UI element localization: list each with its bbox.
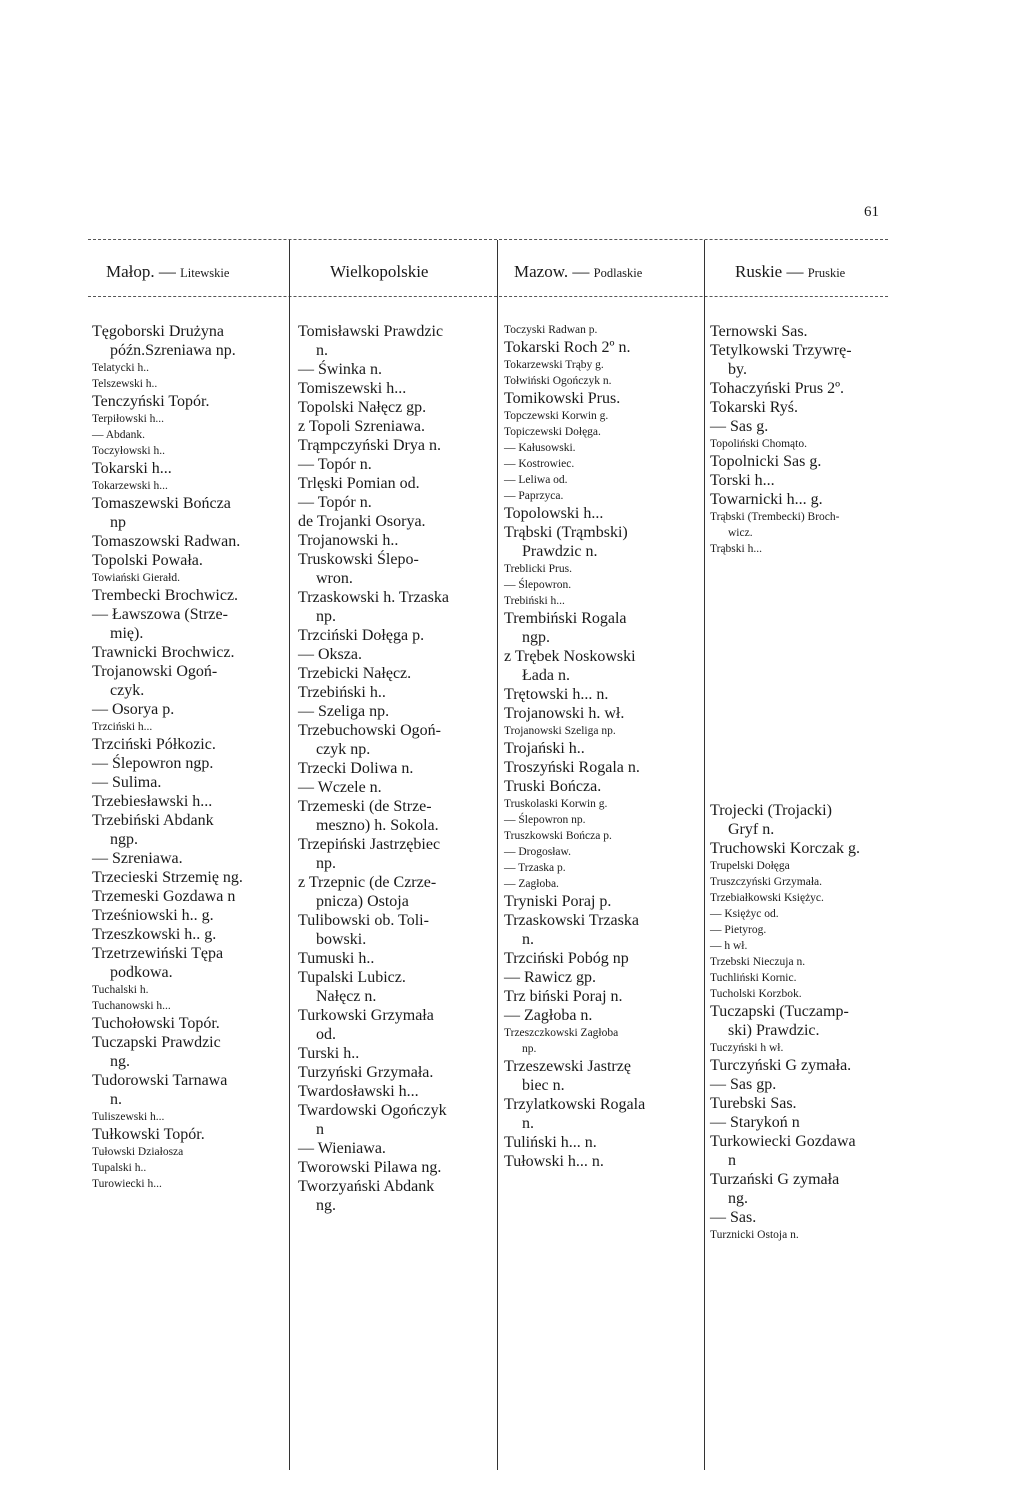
surname-entry: Twardowski Ogończyk — [298, 1102, 447, 1119]
surname-entry: — Ślepowron. — [504, 579, 572, 591]
surname-entry: Tomiszewski h... — [298, 380, 407, 397]
surname-entry: Tołwiński Ogończyk n. — [504, 375, 612, 387]
surname-entry: Toczyłowski h.. — [92, 445, 165, 457]
header-bottom-rule — [88, 296, 888, 297]
surname-entry: Trąbski (Trembecki) Broch- — [710, 511, 840, 523]
surname-entry: Trawnicki Brochwicz. — [92, 644, 235, 661]
entry-continuation: wron. — [316, 570, 353, 587]
surname-entry: Tworowski Pilawa ng. — [298, 1159, 442, 1176]
surname-entry: — Zagłoba n. — [504, 1007, 593, 1024]
entry-continuation: ski) Prawdzic. — [728, 1022, 820, 1039]
surname-entry: Trojański h.. — [504, 740, 585, 757]
surname-entry: de Trojanki Osorya. — [298, 513, 426, 530]
header-col2-main: Wielkopolskie — [330, 262, 429, 281]
surname-entry: Trzebski Nieczuja n. — [710, 956, 806, 968]
surname-entry: Trzebiński Abdank — [92, 812, 214, 829]
surname-entry: Trzemeski Gozdawa n — [92, 888, 236, 905]
surname-entry: Trzebiałkowski Księżyc. — [710, 892, 824, 904]
surname-entry: Tuchanowski h... — [92, 1000, 171, 1012]
surname-entry: Trzetrzewiński Tępa — [92, 945, 224, 962]
surname-entry: — Drogosław. — [504, 846, 571, 858]
entry-continuation: n. — [522, 931, 534, 948]
surname-entry: — Abdank. — [92, 429, 146, 441]
entry-continuation: ng. — [110, 1053, 130, 1070]
surname-entry: Truski Bończa. — [504, 778, 602, 795]
surname-entry: Trojanowski h. wł. — [504, 705, 625, 722]
surname-entry: — Osorya p. — [92, 701, 175, 718]
header-top-rule — [88, 239, 888, 240]
entry-continuation: czyk. — [110, 682, 145, 699]
surname-entry: Turkowiecki Gozdawa — [710, 1133, 856, 1150]
surname-entry: Turczyński G zymała. — [710, 1057, 852, 1074]
surname-entry: Tupalski Lubicz. — [298, 969, 406, 986]
entry-continuation: bowski. — [316, 931, 367, 948]
surname-entry: Tokarski Roch 2º n. — [504, 339, 631, 356]
surname-entry: Truszkowski Bończa p. — [504, 830, 612, 842]
surname-entry: Trojanowski h.. — [298, 532, 399, 549]
header-col3-sep: — — [568, 262, 594, 281]
surname-entry: Trześniowski h.. g. — [92, 907, 214, 924]
surname-entry: Trzepiński Jastrzębiec — [298, 836, 441, 853]
surname-entry: Tumuski h.. — [298, 950, 375, 967]
surname-entry: Turkowski Grzymała — [298, 1007, 434, 1024]
surname-entry: Trz biński Poraj n. — [504, 988, 623, 1005]
entry-continuation: np. — [316, 608, 336, 625]
entry-continuation: np. — [316, 855, 336, 872]
surname-entry: Tułkowski Topór. — [92, 1126, 205, 1143]
surname-entry: Topolowski h... — [504, 505, 604, 522]
surname-entry: — Zagłoba. — [504, 878, 559, 890]
surname-entry: Trlęski Pomian od. — [298, 475, 420, 492]
surname-entry: Truskolaski Korwin g. — [504, 798, 608, 810]
surname-entry: Tomisławski Prawdzic — [298, 323, 444, 340]
surname-entry: — Topór n. — [298, 456, 372, 473]
surname-entry: Tohaczyński Prus 2º. — [710, 380, 845, 397]
surname-entry: Trzecieski Strzemię ng. — [92, 869, 243, 886]
entry-continuation: ngp. — [110, 831, 138, 848]
surname-entry: Trzeszewski Jastrzę — [504, 1058, 631, 1075]
surname-entry: z Topoli Szreniawa. — [298, 418, 425, 435]
entry-continuation: np. — [522, 1043, 537, 1055]
surname-entry: Trojanowski Ogoń- — [92, 663, 218, 680]
surname-entry: Topoliński Chomąto. — [710, 438, 807, 450]
surname-entry: — Sas. — [710, 1209, 757, 1226]
surname-entry: Turzański G zymała — [710, 1171, 840, 1188]
surname-entry: Ternowski Sas. — [710, 323, 808, 340]
surname-entry: — Sas g. — [710, 418, 769, 435]
surname-entry: — Świnka n. — [298, 361, 382, 378]
header-col-mazow-podlaskie — [514, 262, 642, 282]
header-col-malop-litewskie — [106, 262, 229, 282]
surname-entry: Tułowski h... n. — [504, 1153, 604, 1170]
surname-entry: Tupalski h.. — [92, 1162, 147, 1174]
header-col4-sep: — — [782, 262, 808, 281]
column-malop-litewskie — [92, 322, 288, 1192]
surname-entry: Trąmpczyński Drya n. — [298, 437, 441, 454]
column-gap — [710, 557, 890, 801]
surname-entry: Topiczewski Dołęga. — [504, 426, 601, 438]
entry-continuation: np — [110, 514, 126, 531]
surname-entry: Troszyński Rogala n. — [504, 759, 640, 776]
entry-continuation: ng. — [728, 1190, 748, 1207]
surname-entry: — Oksza. — [298, 646, 362, 663]
entry-continuation: n. — [110, 1091, 122, 1108]
surname-entry: — Rawicz gp. — [504, 969, 596, 986]
surname-entry: Trzeszkowski h.. g. — [92, 926, 217, 943]
surname-entry: Tuczapski (Tuczamp- — [710, 1003, 849, 1020]
surname-entry: Tułowski Działosza — [92, 1146, 184, 1158]
surname-entry: — Starykoń n — [710, 1114, 800, 1131]
surname-entry: — Szreniawa. — [92, 850, 183, 867]
surname-entry: Trąbski h... — [710, 543, 762, 555]
surname-entry: Trętowski h... n. — [504, 686, 609, 703]
surname-entry: — Trzaska p. — [504, 862, 566, 874]
surname-entry: Turzyński Grzymała. — [298, 1064, 434, 1081]
surname-entry: Tucholski Korzbok. — [710, 988, 802, 1000]
surname-entry: Tuliszewski h... — [92, 1111, 165, 1123]
surname-entry: Trzciński Dołęga p. — [298, 627, 425, 644]
surname-entry: Truszczyński Grzymała. — [710, 876, 822, 888]
entry-continuation: biec n. — [522, 1077, 565, 1094]
surname-entry: Tokarzewski h... — [92, 480, 168, 492]
surname-entry: Trzciński Pobóg np — [504, 950, 629, 967]
header-col1-sub: Litewskie — [180, 266, 230, 280]
surname-entry: Tokarzewski Trąby g. — [504, 359, 604, 371]
entry-continuation: ngp. — [522, 629, 550, 646]
surname-entry: Towarnicki h... g. — [710, 491, 823, 508]
surname-entry: Trembecki Brochwicz. — [92, 587, 239, 604]
surname-entry: Trzeszczkowski Zagłoba — [504, 1027, 619, 1039]
column-ruskie-pruskie — [710, 322, 890, 1243]
surname-entry: Tomikowski Prus. — [504, 390, 621, 407]
entry-continuation: czyk np. — [316, 741, 371, 758]
surname-entry: Tuczyński h wł. — [710, 1042, 784, 1054]
surname-entry: Turowiecki h... — [92, 1178, 162, 1190]
column-divider — [497, 240, 498, 1470]
surname-entry: Tuliński h... n. — [504, 1134, 597, 1151]
entry-continuation: od. — [316, 1026, 336, 1043]
entry-continuation: by. — [728, 361, 747, 378]
entry-continuation: n — [728, 1152, 736, 1169]
entry-continuation: Gryf n. — [728, 821, 775, 838]
column-header-row — [88, 262, 888, 288]
surname-entry: — Sas gp. — [710, 1076, 777, 1093]
entry-continuation: Nałęcz n. — [316, 988, 377, 1005]
surname-entry: Twardosławski h... — [298, 1083, 419, 1100]
entry-continuation: ng. — [316, 1197, 336, 1214]
column-mazow-podlaskie — [504, 322, 702, 1171]
surname-entry: Truskowski Ślepo- — [298, 551, 419, 568]
surname-entry: — Topór n. — [298, 494, 372, 511]
surname-entry: Topolnicki Sas g. — [710, 453, 822, 470]
surname-entry: Tomaszowski Radwan. — [92, 533, 241, 550]
header-col-ruskie-pruskie — [735, 262, 845, 282]
header-col3-sub: Podlaskie — [593, 266, 643, 280]
surname-entry: Turebski Sas. — [710, 1095, 797, 1112]
surname-entry: Trebiński h... — [504, 595, 565, 607]
header-col1-sep: — — [154, 262, 181, 281]
surname-entry: Tuchołowski Topór. — [92, 1015, 220, 1032]
surname-entry: Topolski Nałęcz gp. — [298, 399, 427, 416]
surname-entry: — Wieniawa. — [298, 1140, 386, 1157]
entry-continuation: Łada n. — [522, 667, 570, 684]
surname-entry: Trzciński Półkozic. — [92, 736, 216, 753]
surname-entry: Trembiński Rogala — [504, 610, 627, 627]
column-divider — [289, 240, 290, 1470]
entry-continuation: wicz. — [728, 527, 753, 539]
surname-entry: Turski h.. — [298, 1045, 360, 1062]
surname-entry: Tęgoborski Drużyna — [92, 323, 224, 340]
page-number: 61 — [864, 204, 879, 220]
entry-continuation: meszno) h. Sokola. — [316, 817, 439, 834]
surname-entry: Torski h... — [710, 472, 775, 489]
surname-entry: — Wczele n. — [298, 779, 382, 796]
surname-entry: Towiański Gierałd. — [92, 572, 180, 584]
surname-entry: Trojanowski Szeliga np. — [504, 725, 616, 737]
entry-continuation: n. — [316, 342, 328, 359]
surname-entry: — Ławszowa (Strze- — [92, 606, 228, 623]
surname-entry: — Ślepowron np. — [504, 814, 586, 826]
surname-entry: — Ślepowron ngp. — [92, 755, 214, 772]
surname-entry: Treblicki Prus. — [504, 563, 572, 575]
surname-entry: Trojecki (Trojacki) — [710, 802, 832, 819]
surname-entry: Tuchalski h. — [92, 984, 149, 996]
surname-entry: z Trębek Noskowski — [504, 648, 636, 665]
entry-continuation: późn.Szreniawa np. — [110, 342, 236, 359]
header-col4-sub: Pruskie — [807, 266, 846, 280]
surname-entry: Tulibowski ob. Toli- — [298, 912, 429, 929]
surname-entry: — Pietyrog. — [710, 924, 767, 936]
surname-entry: — Sulima. — [92, 774, 162, 791]
surname-entry: Telatycki h.. — [92, 362, 149, 374]
surname-entry: Trzebiński h.. — [298, 684, 386, 701]
surname-entry: — Kostrowiec. — [504, 458, 575, 470]
column-wielkopolskie — [298, 322, 494, 1215]
surname-entry: Tokarski Ryś. — [710, 399, 799, 416]
surname-entry: — Kałusowski. — [504, 442, 576, 454]
surname-entry: Trzecki Doliwa n. — [298, 760, 414, 777]
header-col-wielkopolskie — [330, 262, 428, 282]
surname-entry: — Paprzyca. — [504, 490, 564, 502]
surname-entry: Topczewski Korwin g. — [504, 410, 609, 422]
surname-entry: Trąbski (Trąmbski) — [504, 524, 628, 541]
surname-entry: Telszewski h.. — [92, 378, 158, 390]
surname-entry: — Szeliga np. — [298, 703, 390, 720]
surname-entry: Topolski Powała. — [92, 552, 203, 569]
surname-entry: Tuczapski Prawdzic — [92, 1034, 221, 1051]
surname-entry: Tworzyański Abdank — [298, 1178, 435, 1195]
surname-entry: z Trzepnic (de Czrze- — [298, 874, 437, 891]
entry-continuation: Prawdzic n. — [522, 543, 598, 560]
column-divider — [704, 240, 705, 1470]
surname-entry: Toczyski Radwan p. — [504, 324, 598, 336]
surname-entry: Trzaskowski Trzaska — [504, 912, 639, 929]
surname-entry: Tudorowski Tarnawa — [92, 1072, 228, 1089]
surname-entry: Tenczyński Topór. — [92, 393, 210, 410]
entry-continuation: n. — [522, 1115, 534, 1132]
surname-entry: Trzebuchowski Ogoń- — [298, 722, 441, 739]
surname-entry: Truchowski Korczak g. — [710, 840, 861, 857]
surname-entry: Tomaszewski Bończa — [92, 495, 231, 512]
entry-continuation: podkowa. — [110, 964, 173, 981]
surname-entry: Trzebiesławski h... — [92, 793, 213, 810]
entry-continuation: pnicza) Ostoja — [316, 893, 409, 910]
surname-entry: Trzaskowski h. Trzaska — [298, 589, 449, 606]
surname-entry: Trzemeski (de Strze- — [298, 798, 432, 815]
entry-continuation: mię). — [110, 625, 144, 642]
surname-entry: Trupelski Dołęga — [710, 860, 790, 872]
surname-entry: Trzylatkowski Rogala — [504, 1096, 646, 1113]
entry-continuation: n — [316, 1121, 324, 1138]
surname-entry: Tryniski Poraj p. — [504, 893, 612, 910]
surname-entry: — Leliwa od. — [504, 474, 568, 486]
header-col1-main: Małop. — [106, 262, 155, 281]
surname-entry: Tuchliński Kornic. — [710, 972, 797, 984]
surname-entry: Terpiłowski h... — [92, 413, 165, 425]
surname-entry: Turznicki Ostoja n. — [710, 1229, 799, 1241]
surname-entry: Trzciński h... — [92, 721, 153, 733]
surname-entry: Tetylkowski Trzywrę- — [710, 342, 852, 359]
surname-entry: — Księżyc od. — [710, 908, 779, 920]
surname-entry: Tokarski h... — [92, 460, 172, 477]
header-col3-main: Mazow. — [514, 262, 569, 281]
surname-entry: — h wł. — [710, 940, 748, 952]
surname-entry: Trzebicki Nałęcz. — [298, 665, 412, 682]
header-col4-main: Ruskie — [735, 262, 783, 281]
